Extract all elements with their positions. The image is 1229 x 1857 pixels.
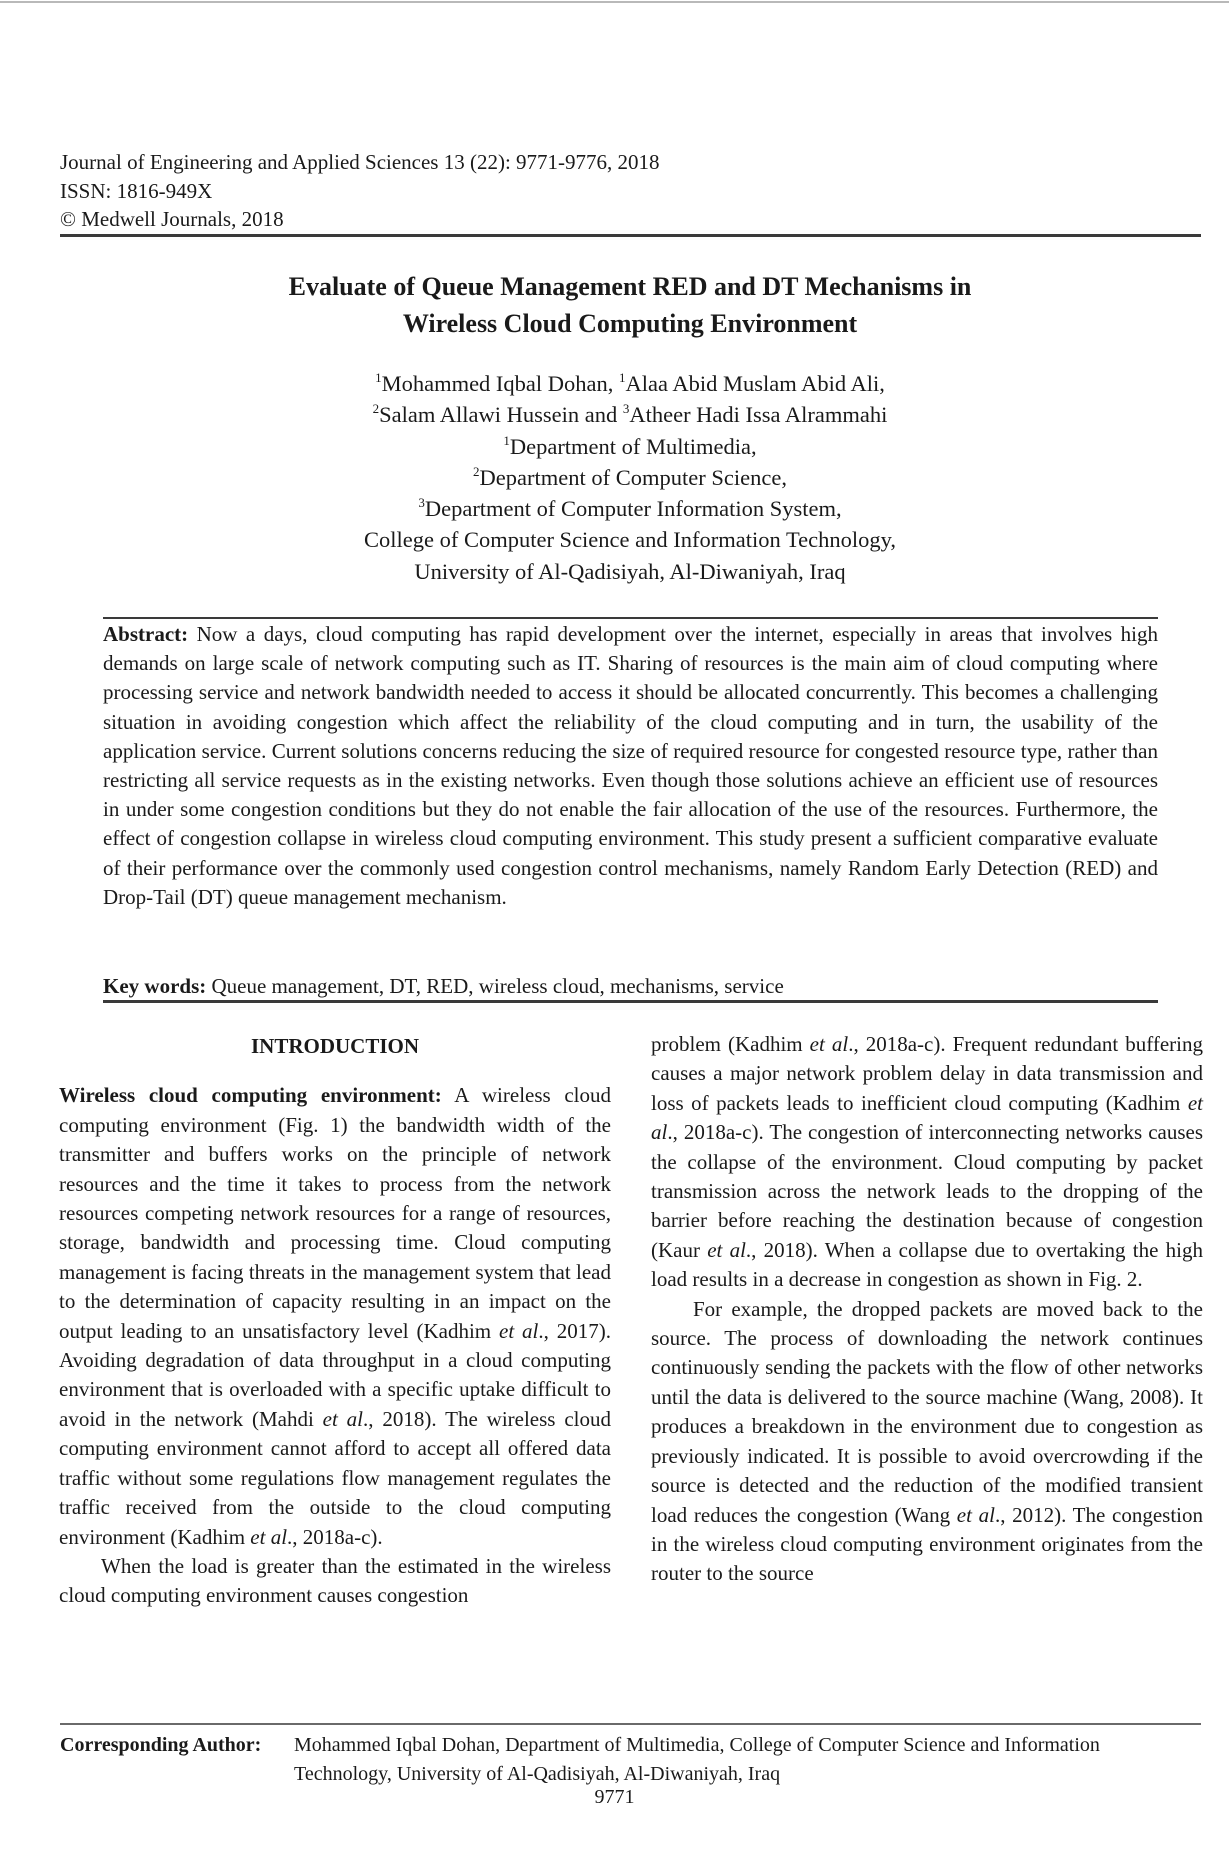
abstract: [103, 620, 1158, 912]
affiliation-line: [60, 462, 1200, 493]
affiliation-text: Department of Computer Science,: [479, 464, 787, 490]
paper-title-line-2: Wireless Cloud Computing Environment: [402, 309, 858, 338]
text-segment: ., 2018). When a collapse due to overtaking the high load results in a decrease in congestion as shown in Fig. 2.: [651, 1237, 1203, 1292]
text-segment: ., 2012). The congestion in the wireless cloud computing environment originates from the router to the source: [651, 1502, 1203, 1586]
text-segment: problem (Kadhim: [651, 1032, 810, 1056]
paragraph: [59, 1081, 611, 1552]
author-name: Alaa Abid Muslam Abid Ali,: [625, 371, 885, 396]
abstract-text: Now a days, cloud computing has rapid development over the internet, especially in areas that involves high demands on large scale of network computing such as IT. Sharing of resources is the main aim of cloud computing where processing service and network bandwidth needed to access it should be allocated concurrently. This becomes a challenging situation in avoiding congestion which affect the reliability of the cloud computing and in turn, the usability of the application service. Current solutions concerns reducing the size of required resource for congested resource type, rather than restricting all service requests as in the existing networks. Even though those solutions achieve an efficient use of resources in under some congestion conditions but they do not enable the fair allocation of the use of the resources. Furthermore, the effect of congestion collapse in wireless cloud computing environment. This study present a sufficient comparative evaluate of their performance over the commonly used congestion control mechanisms, namely Random Early Detection (RED) and Drop-Tail (DT) queue management mechanism.: [103, 622, 1158, 909]
right-column: [651, 1030, 1203, 1589]
author-name: Atheer Hadi Issa Alrammahi: [629, 402, 888, 428]
author-name: Salam Allawi Hussein and: [379, 402, 623, 428]
keywords: [103, 972, 1158, 1001]
text-segment: ., 2018a-c). Frequent redundant buffering causes a major network problem delay in data transmission and loss of packets leads to inefficient cloud computing (Kadhim: [651, 1032, 1203, 1115]
paper-title: [60, 268, 1200, 342]
footer-divider: [60, 1723, 1201, 1725]
affiliation-text: Department of Computer Information System,: [424, 496, 842, 522]
author-line-1: [60, 368, 1200, 399]
author-name: Mohammed Iqbal Dohan,: [381, 371, 620, 396]
top-border-line: [0, 1, 1229, 3]
affiliation-text: College of Computer Science and Information Technology,: [363, 527, 897, 553]
keywords-text: Queue management, DT, RED, wireless cloud, mechanisms, service: [206, 974, 784, 998]
text-segment: ., 2018a-c). The congestion of interconnecting networks causes the collapse of the environment. Cloud computing by packet transmission across the network leads to the dropping of the barrier before reaching the destination because of congestion (Kaur: [651, 1120, 1203, 1262]
affiliation-text: Department of Multimedia,: [509, 433, 757, 459]
corresponding-author-label: Corresponding Author:: [60, 1734, 262, 1756]
keywords-divider: [103, 1000, 1158, 1003]
keywords-label: Key words:: [103, 974, 207, 998]
paper-title-line-1: Evaluate of Queue Management RED and DT Mechanisms in: [288, 272, 972, 301]
header-divider: [60, 234, 1201, 237]
journal-copyright: © Medwell Journals, 2018: [60, 207, 284, 231]
journal-citation: Journal of Engineering and Applied Sciences 13 (22): 9771-9776, 2018: [60, 150, 660, 174]
affiliation-line: [60, 524, 1200, 555]
journal-issn: ISSN: 1816-949X: [60, 178, 213, 203]
italic-citation-text: et al: [250, 1524, 288, 1549]
affiliation-line: [60, 556, 1200, 587]
affiliation-line: [60, 431, 1200, 462]
left-column: [59, 1030, 611, 1611]
text-segment: ., 2017). Avoiding degradation of data throughput in a cloud computing environment that is overloaded with a specific uptake difficult to avoid in the network (Mahdi: [59, 1318, 612, 1431]
affiliation-marker: 2: [473, 463, 480, 479]
text-segment: ., 2018). The wireless cloud computing environment cannot afford to accept all offered data traffic without some regulations flow management regulates the traffic received from the outside to the cloud computing environment (Kadhim: [59, 1406, 612, 1549]
affiliation-marker: 3: [622, 401, 630, 417]
affiliation-text: University of Al-Qadisiyah, Al-Diwaniyah, Iraq: [414, 558, 846, 584]
subheading: Wireless cloud computing environment:: [59, 1083, 442, 1108]
section-heading-introduction: INTRODUCTION: [250, 1034, 420, 1058]
affiliation-marker: 3: [418, 495, 425, 511]
italic-citation-text: et al: [651, 1090, 1203, 1145]
paragraph: [651, 1295, 1203, 1589]
italic-citation-text: et al: [707, 1237, 746, 1262]
page-number: 9771: [594, 1786, 635, 1808]
affiliation-marker: 1: [619, 370, 626, 385]
italic-citation-text: et al: [499, 1318, 539, 1343]
italic-citation-text: et al: [322, 1406, 364, 1431]
italic-citation-text: et al: [809, 1032, 849, 1056]
author-block: [60, 368, 1200, 587]
paragraph: When the load is greater than the estimated in the wireless cloud computing environment causes congestion: [59, 1553, 611, 1608]
italic-citation-text: et al: [956, 1502, 995, 1527]
paragraph: [651, 1030, 1203, 1295]
paragraph-text: [59, 1083, 611, 1548]
affiliation-marker: 1: [375, 370, 382, 385]
text-segment: For example, the dropped packets are moved back to the source. The process of downloading the network continues continuously sending the packets with the flow of other networks until the data is delivered to the source machine (Wang, 2008). It produces a breakdown in the environment due to congestion as previously indicated. It is possible to avoid overcrowding if the source is detected and the reduction of the modified transient load reduces the congestion (Wang: [651, 1296, 1203, 1527]
author-line-2: [60, 399, 1200, 430]
abstract-label: Abstract:: [103, 622, 189, 646]
corresponding-author-text: Mohammed Iqbal Dohan, Department of Multimedia, College of Computer Science and Information Technology, University of Al-Qadisiyah, Al-Diwaniyah, Iraq: [294, 1734, 1100, 1785]
affiliation-marker: 2: [372, 401, 380, 417]
journal-header: [60, 148, 1200, 234]
abstract-top-divider: [103, 617, 1158, 619]
text-segment: ., 2018a-c).: [287, 1524, 383, 1549]
text-segment: A wireless cloud computing environment (Fig. 1) the bandwidth width of the transmitter and buffers works on the principle of network resources and the time it takes to process from the network resources competing network resources for a range of resources, storage, bandwidth and processing time. Cloud computing management is facing threats in the management system that lead to the determination of capacity resulting in an impact on the output leading to an unsatisfactory level (Kadhim: [59, 1083, 611, 1343]
affiliation-line: [60, 493, 1200, 524]
affiliation-marker: 1: [503, 432, 510, 448]
